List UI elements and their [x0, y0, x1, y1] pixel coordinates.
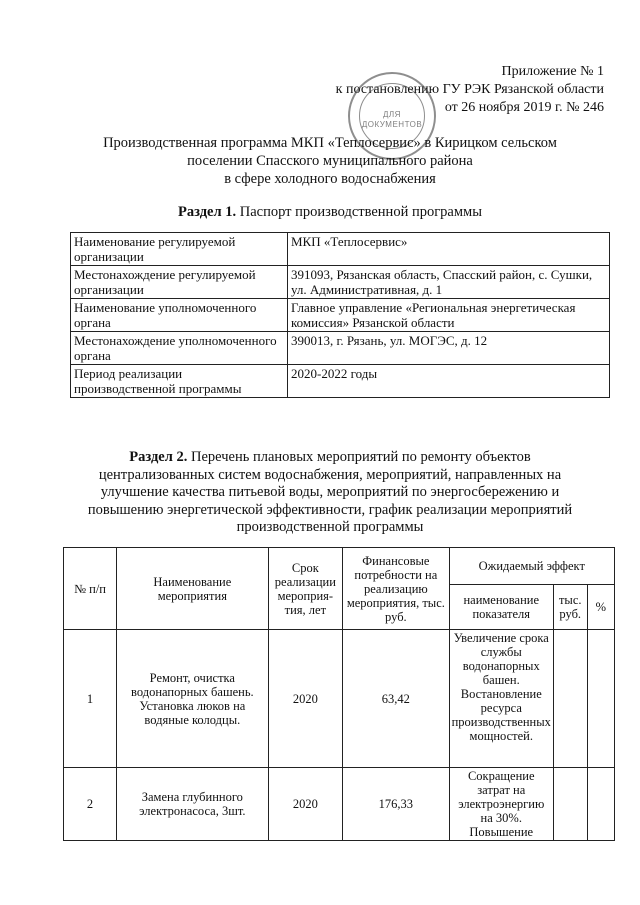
passport-label: Наименование уполномоченного органа — [71, 299, 288, 332]
appendix-header — [284, 63, 604, 117]
appendix-line-2: к постановлению ГУ РЭК Рязанской области — [335, 82, 604, 97]
appendix-line-3: от 26 ноября 2019 г. № 246 — [444, 100, 604, 115]
passport-value: 2020-2022 годы — [288, 365, 610, 398]
passport-value: 390013, г. Рязань, ул. МОГЭС, д. 12 — [288, 332, 610, 365]
row-effect: Сокращение затрат на электроэнергию на 30%. Повышение — [449, 768, 553, 841]
section-1-label: Раздел 1. — [178, 204, 237, 220]
row-num: 1 — [64, 630, 117, 768]
row-effect: Увеличение срока службы водонапорных башен. Востановление ресурса производственных мощностей. — [449, 630, 553, 768]
row-pct — [587, 768, 614, 841]
header-name: Наименование мероприятия — [117, 548, 268, 630]
table-row — [64, 768, 615, 841]
program-title — [60, 134, 600, 188]
passport-label: Местонахождение уполномоченного органа — [71, 332, 288, 365]
passport-value: Главное управление «Региональная энергетическая комиссия» Рязанской области — [288, 299, 610, 332]
section-1-title: Паспорт производственной программы — [239, 204, 482, 220]
section-2-heading — [70, 449, 590, 537]
passport-table — [70, 232, 610, 398]
table-row — [71, 299, 610, 332]
table-row — [71, 266, 610, 299]
program-title-line-3: в сфере холодного водоснабжения — [224, 171, 436, 187]
header-effect: Ожидаемый эффект — [449, 548, 614, 585]
passport-value: 391093, Рязанская область, Спасский район, с. Сушки, ул. Административная, д. 1 — [288, 266, 610, 299]
appendix-line-1: Приложение № 1 — [501, 64, 604, 79]
row-finance: 63,42 — [343, 630, 449, 768]
row-finance: 176,33 — [343, 768, 449, 841]
row-name: Ремонт, очистка водонапорных башень. Установка люков на водяные колодцы. — [117, 630, 268, 768]
header-effect-name: наименование показателя — [449, 585, 553, 630]
passport-value: МКП «Теплосервис» — [288, 233, 610, 266]
passport-label: Местонахождение регулируемой организации — [71, 266, 288, 299]
program-title-line-2: поселении Спасского муниципального района — [187, 153, 473, 169]
row-rub — [553, 768, 587, 841]
row-name: Замена глубинного электронасоса, 3шт. — [117, 768, 268, 841]
table-row — [71, 365, 610, 398]
passport-label: Период реализации производственной программы — [71, 365, 288, 398]
header-num: № п/п — [64, 548, 117, 630]
stamp-line-2: ДОКУМЕНТОВ — [361, 120, 423, 129]
stamp-line-1: ДЛЯ — [383, 110, 401, 119]
row-pct — [587, 630, 614, 768]
row-num: 2 — [64, 768, 117, 841]
row-term: 2020 — [268, 768, 343, 841]
plan-table — [63, 547, 615, 841]
header-finance: Финансовые потребности на реализацию мероприятия, тыс. руб. — [343, 548, 449, 630]
section-2-label: Раздел 2. — [129, 449, 188, 465]
section-2-title: Перечень плановых мероприятий по ремонту объектов централизованных систем водоснабжения, мероприятий, направленных на улучшение качества питьевой воды, мероприятий по энергосбережению и повышению энергетической эффективности, график реализации мероприятий производственной программы — [87, 449, 573, 535]
header-term: Срок реализации мероприя-тия, лет — [268, 548, 343, 630]
table-row — [71, 332, 610, 365]
table-row — [64, 630, 615, 768]
header-effect-pct: % — [587, 585, 614, 630]
program-title-line-1: Производственная программа МКП «Теплосервис» в Кирицком сельском — [103, 135, 557, 151]
table-row — [71, 233, 610, 266]
header-effect-rub: тыс. руб. — [553, 585, 587, 630]
section-1-heading — [60, 204, 600, 221]
row-rub — [553, 630, 587, 768]
table-header-row — [64, 548, 615, 585]
row-term: 2020 — [268, 630, 343, 768]
passport-label: Наименование регулируемой организации — [71, 233, 288, 266]
